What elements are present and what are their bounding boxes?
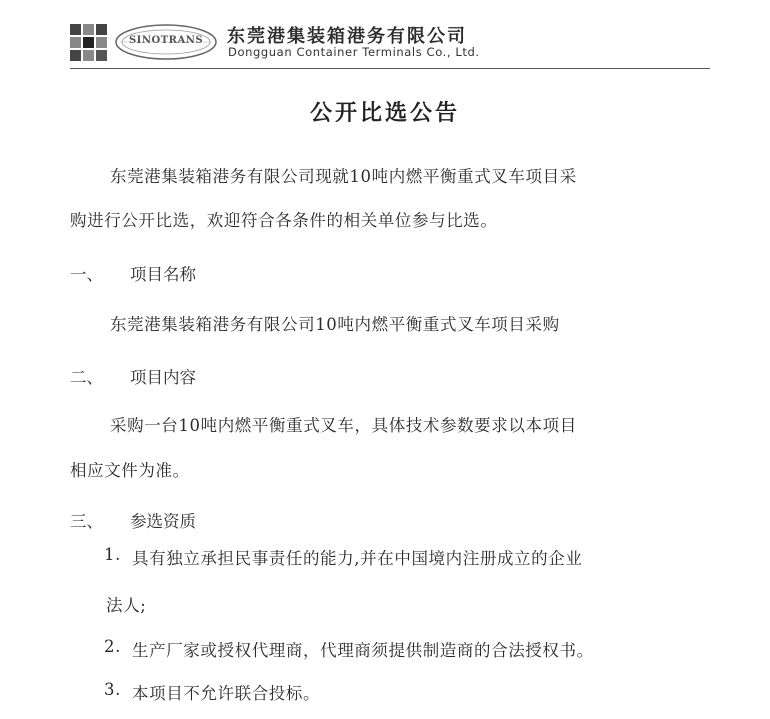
section-heading-3 bbox=[70, 508, 196, 532]
letterhead bbox=[70, 18, 710, 68]
section-heading-2 bbox=[70, 364, 196, 388]
page-title: 公开比选公告 bbox=[309, 101, 460, 126]
section-2-body-line-2: 相应文件为准。 bbox=[70, 461, 190, 480]
section-2-body-line-1: 采购一台10吨内燃平衡重式叉车，具体技术参数要求以本项目 bbox=[110, 416, 577, 435]
item-marker-3: 3. bbox=[104, 680, 121, 699]
section-title: 项目名称 bbox=[130, 265, 196, 284]
section-number: 一、 bbox=[70, 265, 103, 284]
item-1-line-2: 法人; bbox=[106, 596, 147, 615]
company-name-cn: 东莞港集装箱港务有限公司 bbox=[227, 26, 467, 47]
section-1-body-line: 东莞港集装箱港务有限公司10吨内燃平衡重式叉车项目采购 bbox=[110, 315, 560, 334]
item-1-line-1: 具有独立承担民事责任的能力,并在中国境内注册成立的企业 bbox=[132, 549, 583, 568]
company-name-en: Dongguan Container Terminals Co., Ltd. bbox=[228, 45, 480, 59]
item-marker-1: 1. bbox=[104, 545, 121, 564]
item-2-line-1: 生产厂家或授权代理商，代理商须提供制造商的合法授权书。 bbox=[132, 641, 594, 660]
item-marker-2: 2. bbox=[104, 637, 121, 656]
section-title: 项目内容 bbox=[130, 368, 196, 387]
section-number: 二、 bbox=[70, 368, 103, 387]
section-number: 三、 bbox=[70, 512, 103, 531]
intro-line-2: 购进行公开比选，欢迎符合各条件的相关单位参与比选。 bbox=[70, 211, 498, 230]
header-divider bbox=[70, 68, 710, 69]
company-logo-icon bbox=[70, 24, 108, 62]
sinotrans-logo-text: SINOTRANS bbox=[128, 35, 204, 46]
intro-line-1: 东莞港集装箱港务有限公司现就10吨内燃平衡重式叉车项目采 bbox=[110, 167, 577, 186]
section-heading-1 bbox=[70, 261, 196, 285]
item-3-line-1: 本项目不允许联合投标。 bbox=[132, 684, 321, 703]
section-title: 参选资质 bbox=[130, 512, 196, 531]
